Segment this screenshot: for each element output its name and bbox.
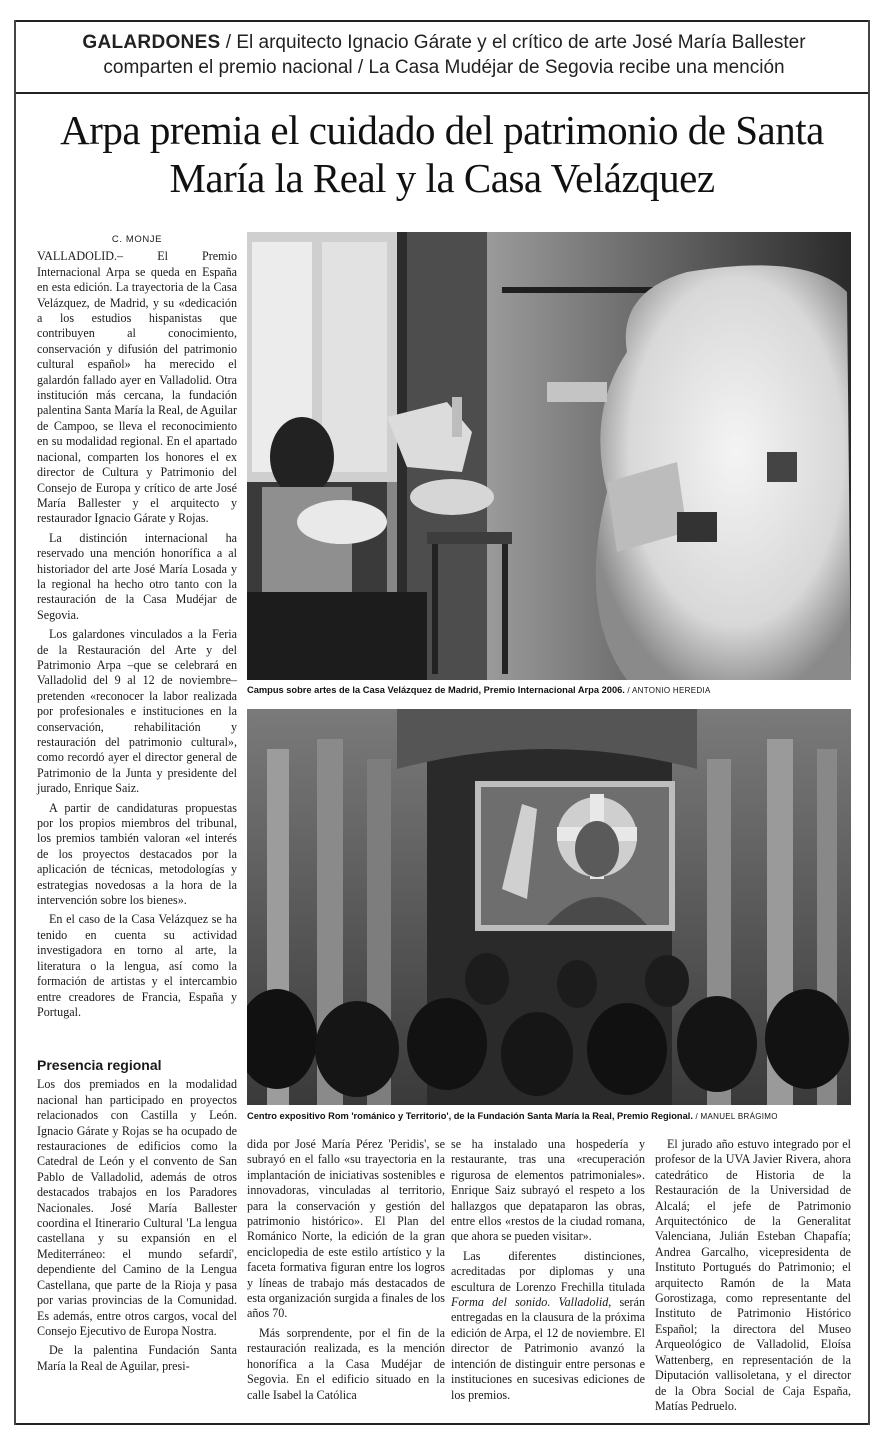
paragraph: dida por José María Pérez 'Peridis', se subrayó en el fallo «su trayectoria en la implantación de iniciativas sostenibles e innovadoras, vinculadas al territorio, para la conservación y gestión del patrimonio histórico». El Plan del Románico Norte, la edición de la gran enciclopedia de este estilo artístico y la faceta formativa figuran entre los logros y líneas de trabajo más destacados de esta organización surgida a finales de los años 70. [247,1137,445,1321]
paragraph: Los dos premiados en la modalidad nacional han participado en proyectos relacionados con Castilla y León. Ignacio Gárate y Rojas se ha ocupado de restauraciones de edificios como la Catedral de León y el convento de San Pablo de Valladolid, además de otros destacados trabajos en los Paradores Nacionales. José María Ballester coordina el Itinerario Cultural 'La lengua castellana y su expansión en el Mediterráneo: el mundo sefardí', dependiente del Camino de la Lengua Castellana, que parte de la Rioja y pasa por varias provincias de la Comunidad. Es además, entre otros cargos, vocal del Consejo Ejecutivo de Europa Nostra. [37,1077,237,1338]
paragraph: En el caso de la Casa Velázquez se ha tenido en cuenta su actividad investigadora en torno al arte, la literatura o la lengua, así como la formación de artistas y el intercambio entre creadores de Francia, España y Portugal. [37,912,237,1019]
kicker-text: / El arquitecto Ignacio Gárate y el crítico de arte José María Ballester comparten el premio nacional / La Casa Mudéjar de Segovia recibe una mención [103,32,806,78]
photo1-caption-text: Campus sobre artes de la Casa Velázquez de Madrid, Premio Internacional Arpa 2006. [247,685,625,695]
column-2 [247,1137,445,1407]
paragraph: La distinción internacional ha reservado una mención honorífica a al historiador del arte José María Losada y la regional ha hecho otro tanto con la restauración de la Casa Mudéjar de Segovia. [37,530,237,622]
photo2-caption-text: Centro expositivo Rom 'románico y Territorio', de la Fundación Santa María la Real, Premio Regional. [247,1111,693,1121]
bottom-rule [16,1423,868,1425]
sculpture-title: Forma del sonido. Valladolid [451,1295,609,1310]
paragraph: De la palentina Fundación Santa María la Real de Aguilar, presi- [37,1343,237,1373]
paragraph [451,1249,645,1403]
paragraph-text: Las diferentes distinciones, acreditadas por diplomas y una escultura de Lorenzo Frechilla titulada [451,1248,645,1294]
photo2-caption [247,1111,778,1121]
kicker [40,30,848,80]
paragraph: Los galardones vinculados a la Feria de la Restauración del Arte y del Patrimonio Arpa –que se celebrará en Valladolid del 9 al 12 de noviembre– pretenden «reconocer la labor realizada por profesionales e instituciones en la conservación, rehabilitación y restauración del patrimonio cultural», como recordó ayer el director general de Patrimonio de la Junta y presidente del jurado, Enrique Saiz. [37,627,237,796]
kicker-rule [16,92,868,94]
column-1-lower [37,1058,237,1378]
workshop-scene-image [247,232,851,680]
paragraph: A partir de candidaturas propuestas por los propios miembros del tribunal, los premios también valoran «el interés de los proyectos destacados por la aplicación de técnicas, metodologías y estrategias novedosas a la hora de la intervención sobre los bienes». [37,800,237,908]
headline: Arpa premia el cuidado del patrimonio de Santa María la Real y la Casa Velázquez [60,107,824,201]
paragraph: se ha instalado una hospedería y restaurante, tras una «recuperación rigurosa de elementos patrimoniales». Enrique Saiz subrayó el respeto a los hallazgos que depataparon las obras, entre ellos «restos de la ciudad romana, que ahora se pueden visitar». [451,1137,645,1244]
kicker-section: GALARDONES [82,32,221,53]
column-1 [37,232,237,1024]
byline: C. MONJE [111,234,163,245]
paragraph: VALLADOLID.– El Premio Internacional Arpa se queda en España en esta edición. La trayectoria de la Casa Velázquez, de Madrid, y su «dedicación a los estudios hispanistas que contribuyen al conocimiento, conservación y difusión del patrimonio cultural español» ha merecido el galardón fallado ayer en Valladolid. Otra institución más cercana, la fundación palentina Santa María la Real, de Aguilar de Campoo, se lleva el reconocimiento en su modalidad regional. En el apartado nacional, comparten los honores el ex director de Cultura y Patrimonio del Consejo de Europa y crítico de arte José María Ballester y el arquitecto y restaurador Ignacio Gárate y Rojas. [37,249,237,526]
paragraph-text: , serán entregadas en la clausura de la próxima edición de Arpa, el 12 de noviembre. El director de Patrimonio avanzó la intención de distinguir entre personas e instituciones en sucesivas ediciones de los premios. [451,1295,645,1402]
column-4 [655,1137,851,1418]
page-border-left [14,20,16,1425]
column-3 [451,1137,645,1407]
photo-exhibition [247,709,851,1105]
page-border-right [868,20,870,1425]
photo1-credit: / ANTONIO HEREDIA [624,686,711,695]
subheading: Presencia regional [37,1057,162,1073]
paragraph: El jurado año estuvo integrado por el profesor de la UVA Javier Rivera, ahora catedrático de Historia de la Restauración de la Universidad de Alcalá; el jefe de Patrimonio Arquitectónico de la Generalitat Valenciana, Julián Esteban Chapafía; Andrea Garcalho, vicepresidenta de Instituto Portugués do Patrimonio; el arquitecto Ramón de la Mata Gorostizaga, como representante del Instituto de Patrimonio Histórico Español; la directora del Museo Arqueológico de Valladolid, Eloísa Wattenberg, en representación de la Diputación vallisoletana, y el director de la Obra Social de Caja España, Matías Pedruelo. [655,1137,851,1413]
photo-workshop [247,232,851,680]
photo1-caption [247,685,711,695]
exhibition-scene-image [247,709,851,1105]
paragraph: Más sorprendente, por el fin de la restauración realizada, es la mención honorífica a la Casa Mudéjar de Segovia. En el edificio situado en la calle Isabel la Católica [247,1325,445,1402]
top-rule [16,20,868,22]
photo2-credit: / MANUEL BRÁGIMO [692,1112,778,1121]
